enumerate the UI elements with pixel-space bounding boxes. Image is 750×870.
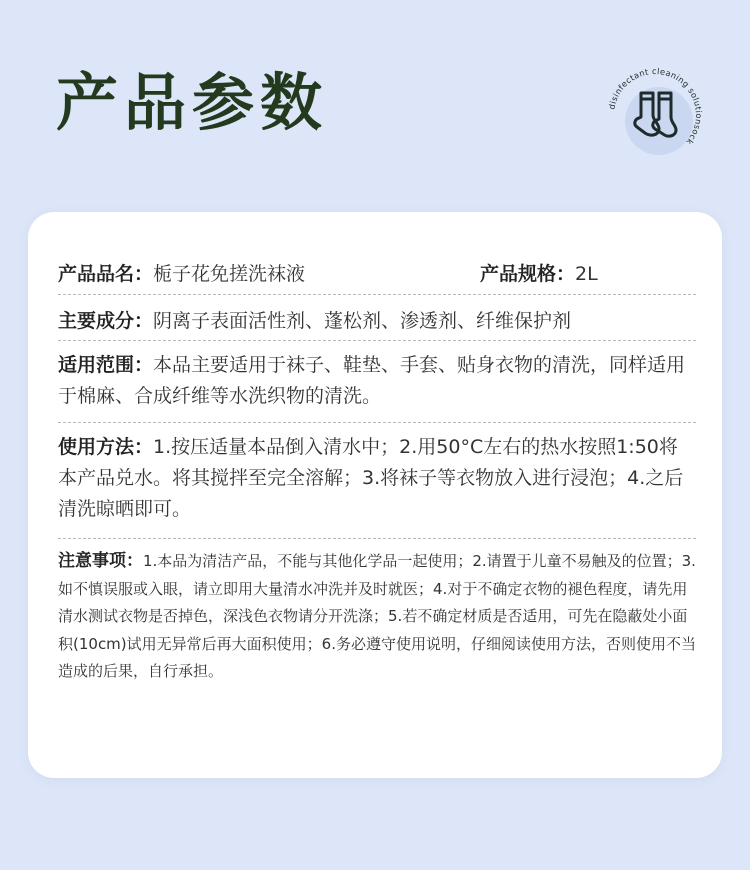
notes-value: 1.本品为清洁产品，不能与其他化学品一起使用；2.请置于儿童不易触及的位置；3.如不慎误服或入眼，请立即用大量清水冲洗并及时就医；4.对于不确定衣物的褪色程度，请先用清水测试衣物是否掉色，深浅色衣物请分开洗涤；5.若不确定材质是否适用，可先在隐蔽处小面积(10cm)试用无异常后再大面积使用；6.务必遵守使用说明，仔细阅读使用方法，否则使用不当造成的后果，自行承担。	[58, 552, 696, 680]
params-card	[28, 212, 722, 778]
product-spec-label: 产品规格：	[480, 263, 576, 285]
divider	[58, 422, 696, 423]
product-name-row	[58, 259, 696, 290]
divider	[58, 538, 696, 539]
usage-label: 使用方法：	[58, 436, 154, 458]
brand-badge	[605, 65, 705, 165]
scope-value: 本品主要适用于袜子、鞋垫、手套、贴身衣物的清洗，同样适用于棉麻、合成纤维等水洗织物的清洗。	[58, 354, 686, 407]
scope-row	[58, 350, 696, 412]
page-title: 产品参数	[56, 66, 329, 139]
ingredients-row	[58, 306, 696, 337]
product-spec-value: 2L	[575, 263, 598, 285]
product-name-label: 产品品名：	[58, 263, 154, 285]
usage-row	[58, 432, 696, 525]
divider	[58, 340, 696, 341]
notes-label: 注意事项：	[58, 551, 143, 571]
ingredients-value: 阴离子表面活性剂、蓬松剂、渗透剂、纤维保护剂	[153, 310, 572, 332]
product-name-value: 栀子花免搓洗袜液	[153, 263, 306, 285]
usage-value: 1.按压适量本品倒入清水中；2.用50°C左右的热水按照1:50将本产品兑水。将其搅拌至完全溶解；3.将袜子等衣物放入进行浸泡；4.之后清洗晾晒即可。	[58, 436, 684, 520]
divider	[58, 294, 696, 295]
product-spec-row	[480, 259, 598, 290]
scope-label: 适用范围：	[58, 354, 154, 376]
ingredients-label: 主要成分：	[58, 310, 154, 332]
badge-text: disinfectant cleaning solutionsock	[606, 65, 705, 148]
notes-row	[58, 548, 696, 686]
